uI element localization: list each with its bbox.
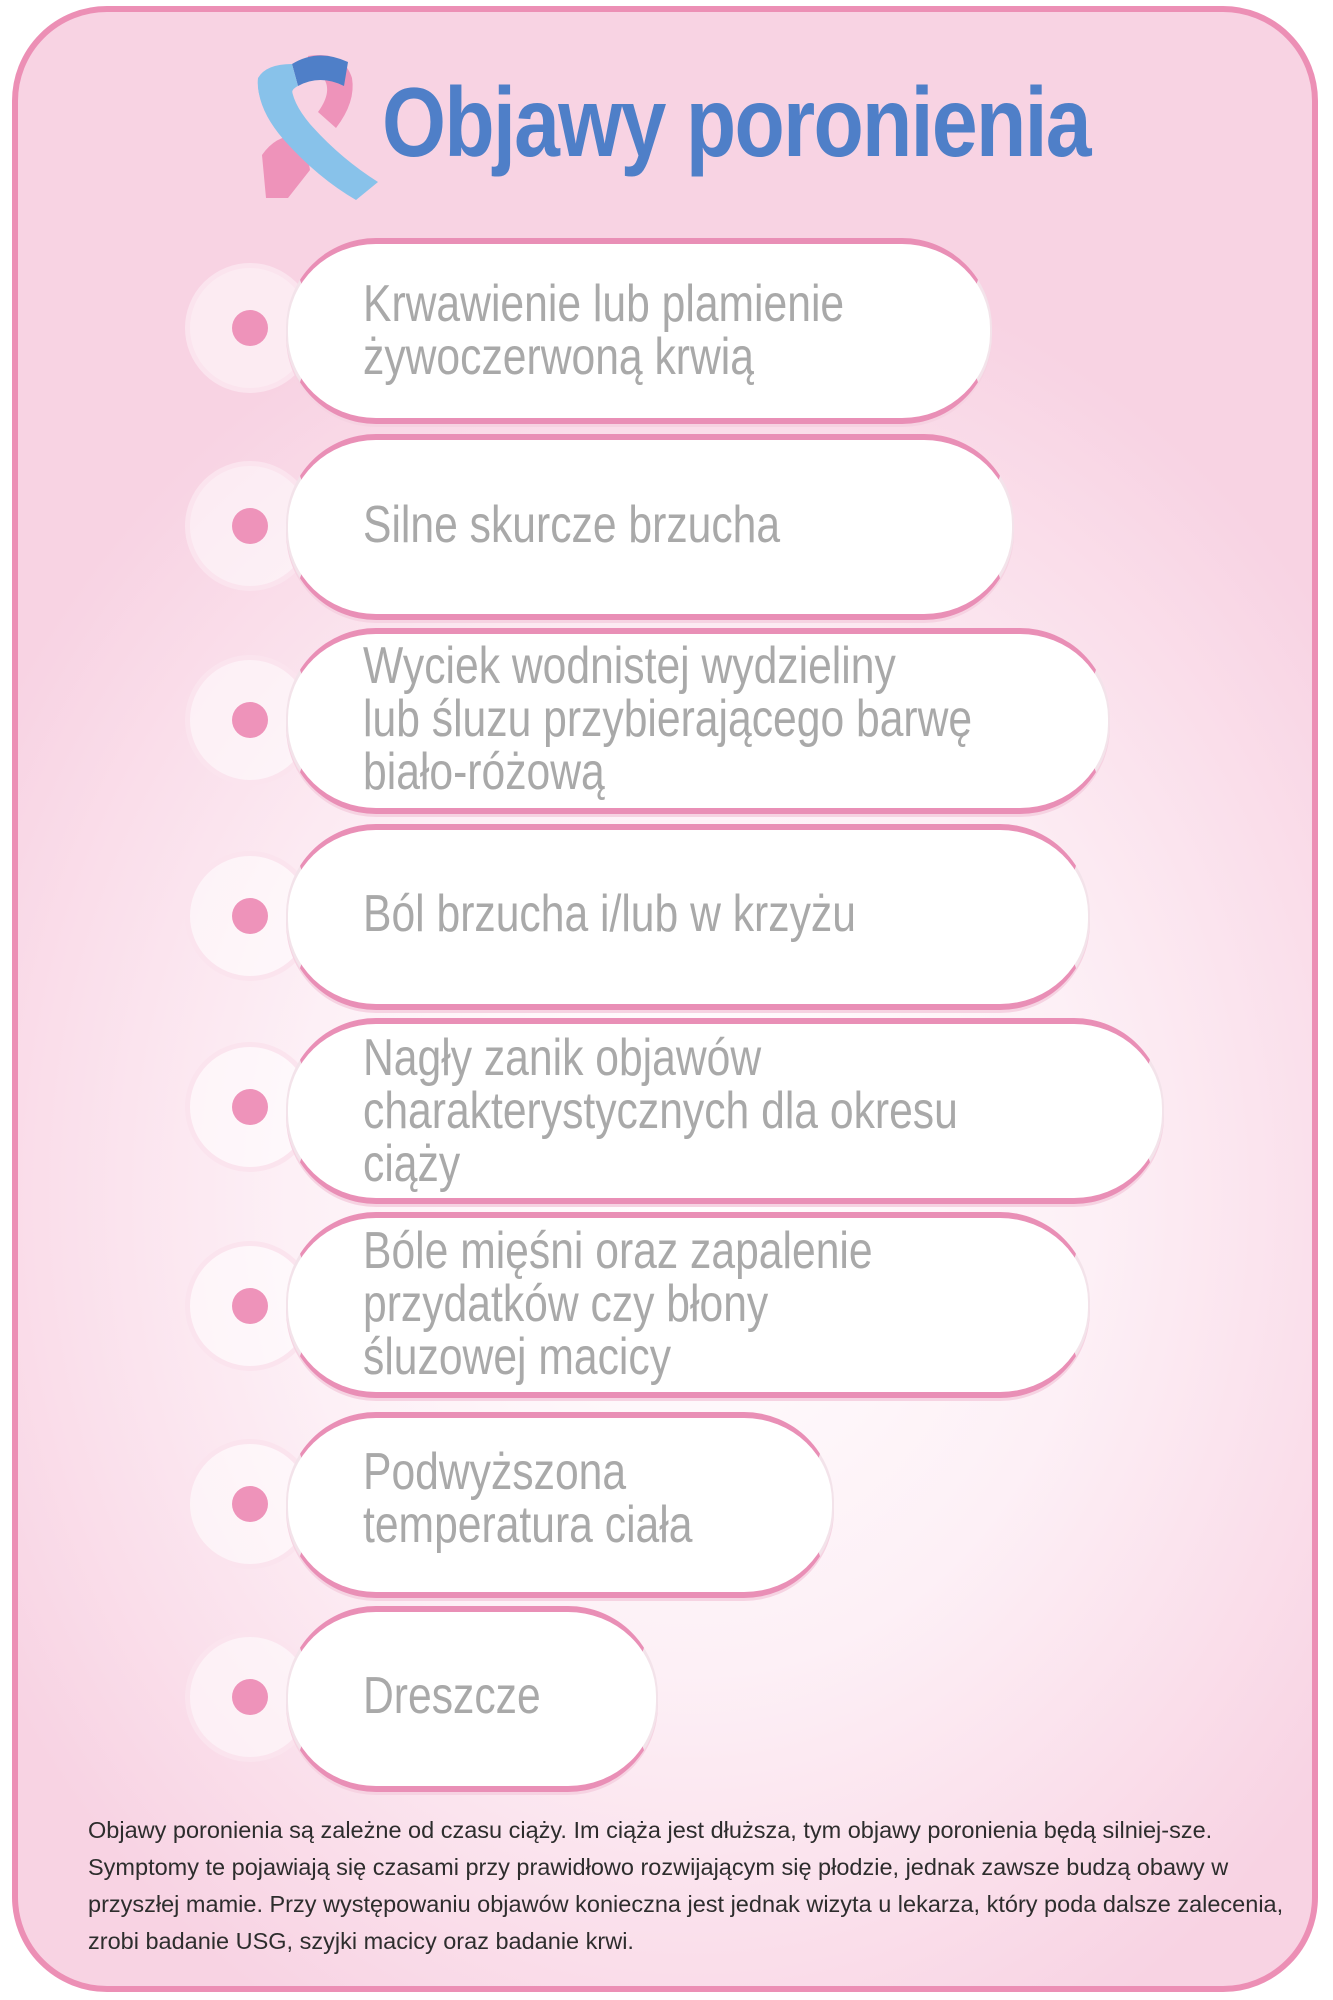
symptom-label: Ból brzucha i/lub w krzyżu: [363, 885, 856, 943]
symptom-list: [18, 12, 1312, 1986]
symptom-label: Silne skurcze brzucha: [363, 496, 781, 554]
symptom-label: Nagły zanik objawów charakterystycznych dla okresu ciąży: [363, 1029, 958, 1193]
symptom-label: Bóle mięśni oraz zapalenie przydatków czy błony śluzowej macicy: [363, 1222, 873, 1386]
bullet-dot: [232, 1486, 268, 1522]
bullet-dot: [232, 898, 268, 934]
symptom-label: Wyciek wodnistej wydzieliny lub śluzu przybierającego barwę biało-różową: [363, 637, 973, 801]
bullet-dot: [232, 1679, 268, 1715]
bullet-dot: [232, 508, 268, 544]
page-title: Objawy poronienia: [382, 67, 1090, 177]
bullet-dot: [232, 1288, 268, 1324]
infographic-card: [12, 6, 1318, 1992]
bullet-dot: [232, 702, 268, 738]
symptom-label: Krwawienie lub plamienie żywoczerwoną krwią: [363, 275, 845, 386]
symptom-label: Dreszcze: [363, 1667, 541, 1725]
footer-description: Objawy poronienia są zależne od czasu ciąży. Im ciąża jest dłuższa, tym objawy poronienia będą silniej-sze. Symptomy te pojawiają się czasami przy prawidłowo rozwijającym się płodzie, jednak zawsze budzą obawy w przyszłej mamie. Przy występowaniu objawów konieczna jest jednak wizyta u lekarza, który poda dalsze zalecenia, zrobi badanie USG, szyjki macicy oraz badanie krwi.: [88, 1817, 1284, 1954]
bullet-dot: [232, 1089, 268, 1125]
bullet-dot: [232, 310, 268, 346]
symptom-label: Podwyższona temperatura ciała: [363, 1443, 693, 1554]
